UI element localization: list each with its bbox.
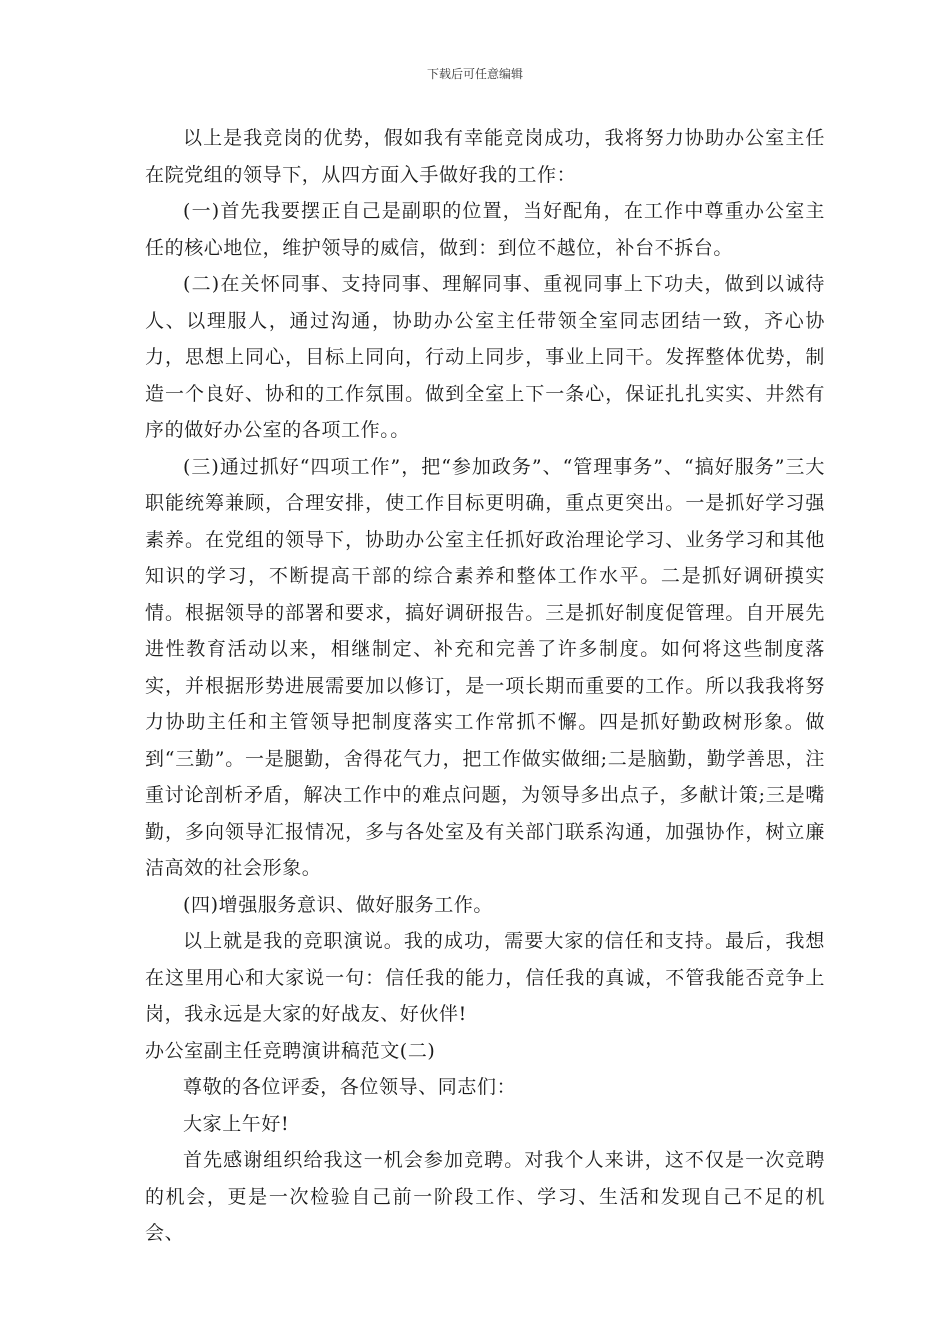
paragraph-point-one: (一)首先我要摆正自己是副职的位置，当好配角，在工作中尊重办公室主任的核心地位，维护领导的威信，做到：到位不越位，补台不拆台。 bbox=[145, 200, 825, 259]
paragraph-advantages-summary: 以上是我竞岗的优势，假如我有幸能竞岗成功，我将努力协助办公室主任在院党组的领导下，从四方面入手做好我的工作： bbox=[145, 127, 825, 186]
paragraph-closing: 以上就是我的竞职演说。我的成功，需要大家的信任和支持。最后，我想在这里用心和大家说一句：信任我的能力，信任我的真诚，不管我能否竞争上岗，我永远是大家的好战友、好伙伴! bbox=[145, 930, 825, 1025]
paragraph-point-two: (二)在关怀同事、支持同事、理解同事、重视同事上下功夫，做到以诚待人、以理服人，通过沟通，协助办公室主任带领全室同志团结一致，齐心协力，思想上同心，目标上同向，行动上同步，事业上同干。发挥整体优势，制造一个良好、协和的工作氛围。做到全室上下一条心，保证扎扎实实、井然有序的做好办公室的各项工作。。 bbox=[145, 273, 825, 441]
document-body bbox=[145, 120, 825, 1252]
paragraph-greeting: 大家上午好! bbox=[183, 1112, 290, 1135]
section-heading: 办公室副主任竞聘演讲稿范文(二) bbox=[145, 1039, 436, 1062]
paragraph-point-four: (四)增强服务意识、做好服务工作。 bbox=[183, 893, 494, 916]
paragraph-salutation: 尊敬的各位评委，各位领导、同志们： bbox=[183, 1076, 517, 1098]
paragraph-point-three: (三)通过抓好“四项工作”，把“参加政务”、“管理事务”、“搞好服务”三大职能统筹兼顾，合理安排，使工作目标更明确，重点更突出。一是抓好学习强素养。在党组的领导下，协助办公室主任抓好政治理论学习、业务学习和其他知识的学习，不断提高干部的综合素养和整体工作水平。二是抓好调研摸实情。根据领导的部署和要求，搞好调研报告。三是抓好制度促管理。自开展先进性教育活动以来，相继制定、补充和完善了许多制度。如何将这些制度落实，并根据形势进展需要加以修订，是一项长期而重要的工作。所以我我将努力协助主任和主管领导把制度落实工作常抓不懈。四是抓好勤政树形象。做到“三勤”。一是腿勤，舍得花气力，把工作做实做细;二是脑勤，勤学善思，注重讨论剖析矛盾，解决工作中的难点问题，为领导多出点子，多献计策;三是嘴勤，多向领导汇报情况，多与各处室及有关部门联系沟通，加强协作，树立廉洁高效的社会形象。 bbox=[145, 455, 825, 879]
paragraph-opening: 首先感谢组织给我这一机会参加竞聘。对我个人来讲，这不仅是一次竞聘的机会，更是一次检验自己前一阶段工作、学习、生活和发现自己不足的机会、 bbox=[145, 1149, 825, 1244]
page-header: 下载后可任意编辑 bbox=[426, 67, 523, 81]
